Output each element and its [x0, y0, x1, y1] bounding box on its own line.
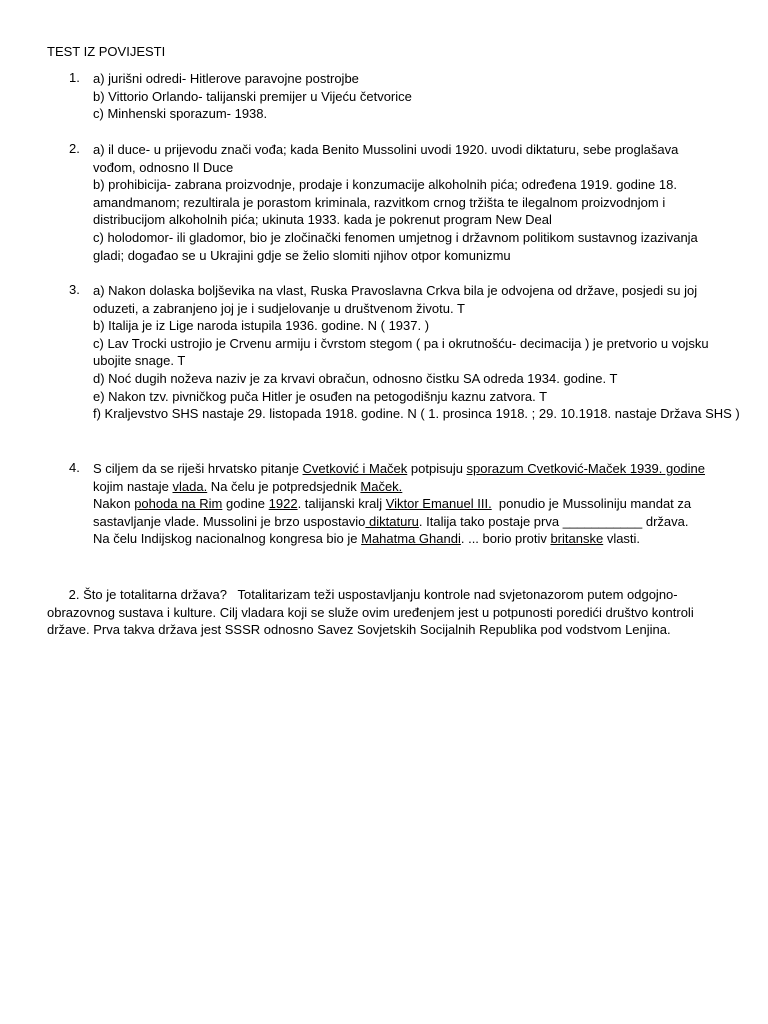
- item-number: 3.: [69, 282, 80, 297]
- text-line: [93, 478, 753, 496]
- underlined-text: britanske: [550, 531, 604, 547]
- text-line: [93, 530, 753, 548]
- text-segment: godine: [222, 496, 269, 512]
- text-line: gladi; događao se u Ukrajini gdje se želio slomiti njihov otpor komunizmu: [93, 247, 511, 263]
- text-line: ubojite snage. T: [93, 353, 186, 369]
- text-line: vođom, odnosno Il Duce: [93, 159, 234, 175]
- text-line: amandmanom; rezultirala je porastom kriminala, razvitkom crnog tržišta te ilegalnom proizvodnjom i: [93, 194, 666, 210]
- item-body: [93, 141, 753, 264]
- item-number: 1.: [69, 70, 80, 85]
- text-line: b) Italija je iz Lige naroda istupila 1936. godine. N ( 1937. ): [93, 318, 430, 334]
- text-segment: . Italija tako postaje prva ___________ država.: [418, 513, 689, 529]
- underlined-text: Maček.: [360, 478, 403, 494]
- text-line: a) il duce- u prijevodu znači vođa; kada Benito Mussolini uvodi 1920. uvodi diktaturu, sebe proglašava: [93, 142, 679, 157]
- item-body: [93, 460, 753, 548]
- text-line: države. Prva takva država jest SSSR odnosno Savez Sovjetskih Socijalnih Republika pod vodstvom Lenjina.: [47, 622, 671, 638]
- text-line: obrazovnog sustava i kulture. Cilj vladara koji se služe ovim uređenjem jest u potpunosti poredići društvo kontroli: [47, 604, 694, 620]
- underlined-text: Cvetković i Maček: [302, 461, 408, 476]
- text-line: distribucijom alkoholnih pića; ukinuta 1933. kada je pokrenut program New Deal: [93, 212, 552, 228]
- text-segment: kojim nastaje: [93, 478, 173, 494]
- item-body: [93, 70, 753, 123]
- text-line: [93, 495, 753, 513]
- text-line: b) prohibicija- zabrana proizvodnje, prodaje i konzumacije alkoholnih pića; određena 1919. godine 18.: [93, 177, 677, 193]
- item-number: 2.: [69, 141, 80, 156]
- text-line: c) holodomor- ili gladomor, bio je zločinački fenomen umjetnog i državnom politikom sustavnog izazivanja: [93, 229, 698, 245]
- text-segment: potpisuju: [407, 461, 467, 476]
- text-segment: . ... borio protiv: [460, 531, 551, 547]
- text-segment: vlasti.: [603, 531, 641, 547]
- text-segment: sastavljanje vlade. Mussolini je brzo uspostavio: [93, 513, 366, 529]
- text-line: c) Minhenski sporazum- 1938.: [93, 106, 268, 122]
- underlined-text: 1922: [268, 496, 298, 512]
- text-segment: S ciljem da se riješi hrvatsko pitanje: [93, 461, 303, 476]
- underlined-text: Mahatma Ghandi: [361, 531, 461, 547]
- text-line: c) Lav Trocki ustrojio je Crvenu armiju i čvrstom stegom ( pa i okrutnošću- decimacija ) je pretvorio u vojsku: [93, 335, 709, 351]
- text-line: a) jurišni odredi- Hitlerove paravojne postrojbe: [93, 71, 359, 86]
- text-line: oduzeti, a zabranjeno joj je i sudjelovanje u društvenom životu. T: [93, 300, 465, 316]
- text-line: [93, 460, 753, 478]
- text-segment: ponudio je Mussoliniju mandat za: [491, 496, 692, 512]
- question-2-paragraph: [47, 586, 737, 639]
- underlined-text: sporazum Cvetković-Maček 1939. godine: [466, 461, 705, 476]
- text-segment: . talijanski kralj: [297, 496, 386, 512]
- text-line: d) Noć dugih noževa naziv je za krvavi obračun, odnosno čistku SA odreda 1934. godine. T: [93, 370, 618, 386]
- underlined-text: Viktor Emanuel III.: [385, 496, 492, 512]
- underlined-text: diktaturu: [365, 513, 419, 529]
- text-segment: Na čelu je potpredsjednik: [207, 478, 361, 494]
- text-line: b) Vittorio Orlando- talijanski premijer u Vijeću četvorice: [93, 88, 412, 104]
- text-segment: Nakon: [93, 496, 135, 512]
- item-body: [93, 282, 753, 423]
- text-line: e) Nakon tzv. pivničkog puča Hitler je osuđen na petogodišnju kaznu zatvora. T: [93, 388, 548, 404]
- underlined-text: vlada.: [172, 478, 208, 494]
- underlined-text: pohoda na Rim: [134, 496, 223, 512]
- text-line: [93, 513, 753, 531]
- text-line: f) Kraljevstvo SHS nastaje 29. listopada 1918. godine. N ( 1. prosinca 1918. ; 29. 10.1918. nastaje Država SHS ): [93, 406, 740, 422]
- item-number: 4.: [69, 460, 80, 475]
- text-line: a) Nakon dolaska boljševika na vlast, Ruska Pravoslavna Crkva bila je odvojena od države, posjedi su joj: [93, 283, 698, 298]
- document-title: TEST IZ POVIJESTI: [47, 44, 166, 59]
- text-line: 2. Što je totalitarna država? Totalitarizam teži uspostavljanju kontrole nad svjetonazorom putem odgojno-: [47, 587, 678, 602]
- text-segment: Na čelu Indijskog nacionalnog kongresa bio je: [93, 531, 362, 547]
